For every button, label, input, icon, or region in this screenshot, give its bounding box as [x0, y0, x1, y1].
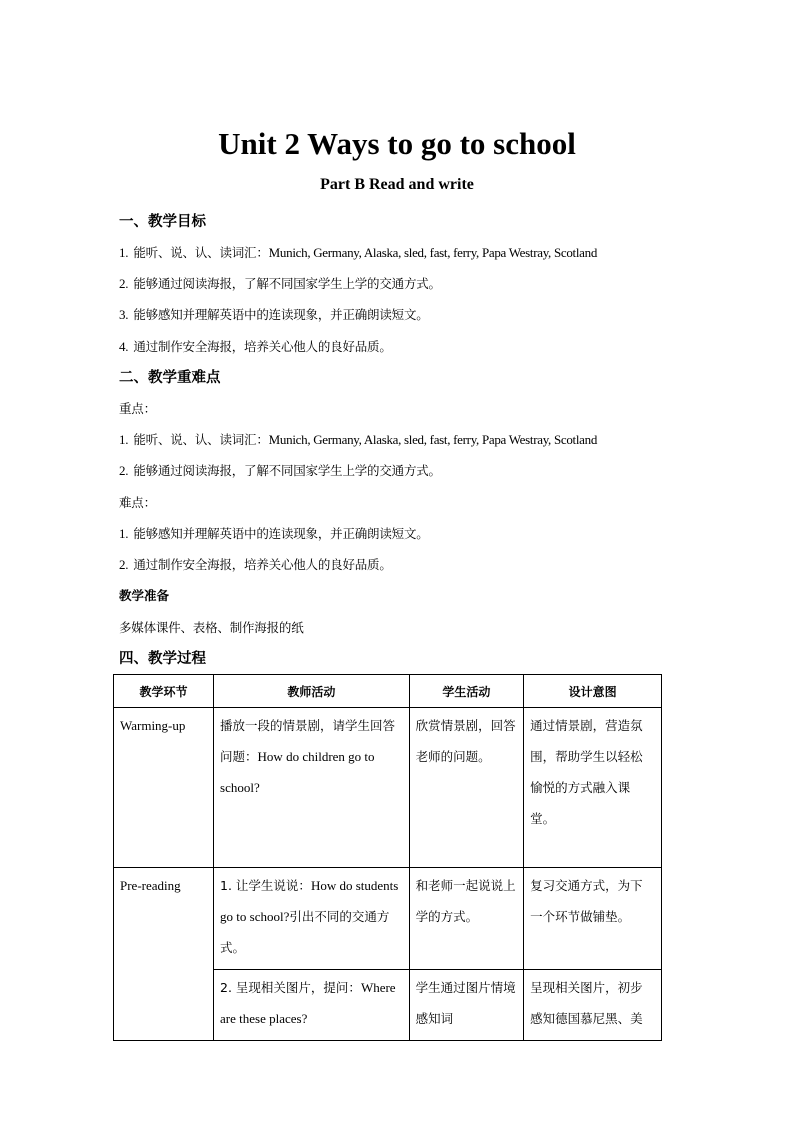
teacher-text: 播放一段的情景剧，请学生回答问题：	[220, 718, 396, 764]
table-header: 学生活动	[409, 675, 523, 708]
item-number: 4.	[119, 339, 129, 354]
teacher-activity-cell	[214, 708, 410, 868]
student-activity-cell: 和老师一起说说上学的方式。	[409, 868, 523, 970]
focus-item	[119, 431, 597, 449]
item-number: 1.	[119, 432, 129, 447]
design-intent-cell: 复习交通方式，为下一个环节做铺垫。	[524, 868, 662, 970]
stage-cell	[114, 868, 214, 1041]
student-activity-cell: 学生通过图片情境感知词	[409, 970, 523, 1041]
item-number: 3.	[119, 307, 129, 322]
table-header: 教师活动	[214, 675, 410, 708]
stage-label: Pre-reading	[120, 878, 181, 893]
table-header: 教学环节	[114, 675, 214, 708]
teacher-text: 2. 呈现相关图片，提问：	[220, 980, 361, 995]
difficult-item	[119, 556, 392, 574]
item-text: 通过制作安全海报，培养关心他人的良好品质。	[133, 339, 392, 354]
teacher-text: 引出不同的交通方式。	[220, 909, 390, 955]
item-text: 通过制作安全海报，培养关心他人的良好品质。	[133, 557, 392, 572]
section-heading-process: 四、教学过程	[119, 651, 206, 667]
stage-label: Warming-up	[120, 718, 186, 733]
table-header-row	[114, 675, 662, 708]
prep-text: 多媒体课件、表格、制作海报的纸	[119, 620, 304, 635]
objective-item	[119, 244, 597, 262]
table-row	[114, 868, 662, 970]
objective-item	[119, 275, 441, 293]
teacher-question: How do children go to school?	[220, 749, 375, 795]
teacher-question: Where are these places?	[220, 980, 396, 1026]
student-activity-cell: 欣赏情景剧，回答老师的问题。	[409, 708, 523, 868]
design-intent-cell: 呈现相关图片，初步感知德国慕尼黑、美	[524, 970, 662, 1041]
objective-item	[119, 306, 429, 324]
difficult-item	[119, 525, 429, 543]
item-number: 2.	[119, 276, 129, 291]
table-row	[114, 708, 662, 868]
focus-item	[119, 462, 441, 480]
item-vocab: Munich, Germany, Alaska, sled, fast, ferry, Papa Westray, Scotland	[268, 245, 598, 260]
design-intent-cell: 通过情景剧，营造氛围，帮助学生以轻松愉悦的方式融入课堂。	[524, 708, 662, 868]
difficult-label: 难点：	[119, 495, 156, 510]
section-heading-objectives: 一、教学目标	[119, 214, 206, 230]
page-subtitle: Part B Read and write	[320, 176, 474, 193]
item-vocab: Munich, Germany, Alaska, sled, fast, ferry, Papa Westray, Scotland	[268, 432, 598, 447]
item-text: 能听、说、认、读词汇：	[133, 245, 269, 260]
focus-label: 重点：	[119, 401, 156, 416]
item-text: 能够通过阅读海报，了解不同国家学生上学的交通方式。	[133, 463, 441, 478]
item-number: 1.	[119, 526, 129, 541]
item-text: 能够通过阅读海报，了解不同国家学生上学的交通方式。	[133, 276, 441, 291]
item-text: 能听、说、认、读词汇：	[133, 432, 269, 447]
teacher-text: 1. 让学生说说：	[220, 878, 311, 893]
teacher-activity-cell	[214, 970, 410, 1041]
stage-cell	[114, 708, 214, 868]
item-text: 能够感知并理解英语中的连读现象，并正确朗读短文。	[133, 307, 429, 322]
teacher-question: How do students go to school?	[220, 878, 399, 924]
process-table	[113, 674, 662, 1041]
item-number: 2.	[119, 557, 129, 572]
section-heading-prep: 教学准备	[119, 588, 170, 603]
section-heading-key-points: 二、教学重难点	[119, 370, 221, 386]
page-title: Unit 2 Ways to go to school	[218, 126, 576, 161]
item-text: 能够感知并理解英语中的连读现象，并正确朗读短文。	[133, 526, 429, 541]
objective-item	[119, 338, 392, 356]
item-number: 1.	[119, 245, 129, 260]
table-header: 设计意图	[524, 675, 662, 708]
item-number: 2.	[119, 463, 129, 478]
teacher-activity-cell	[214, 868, 410, 970]
